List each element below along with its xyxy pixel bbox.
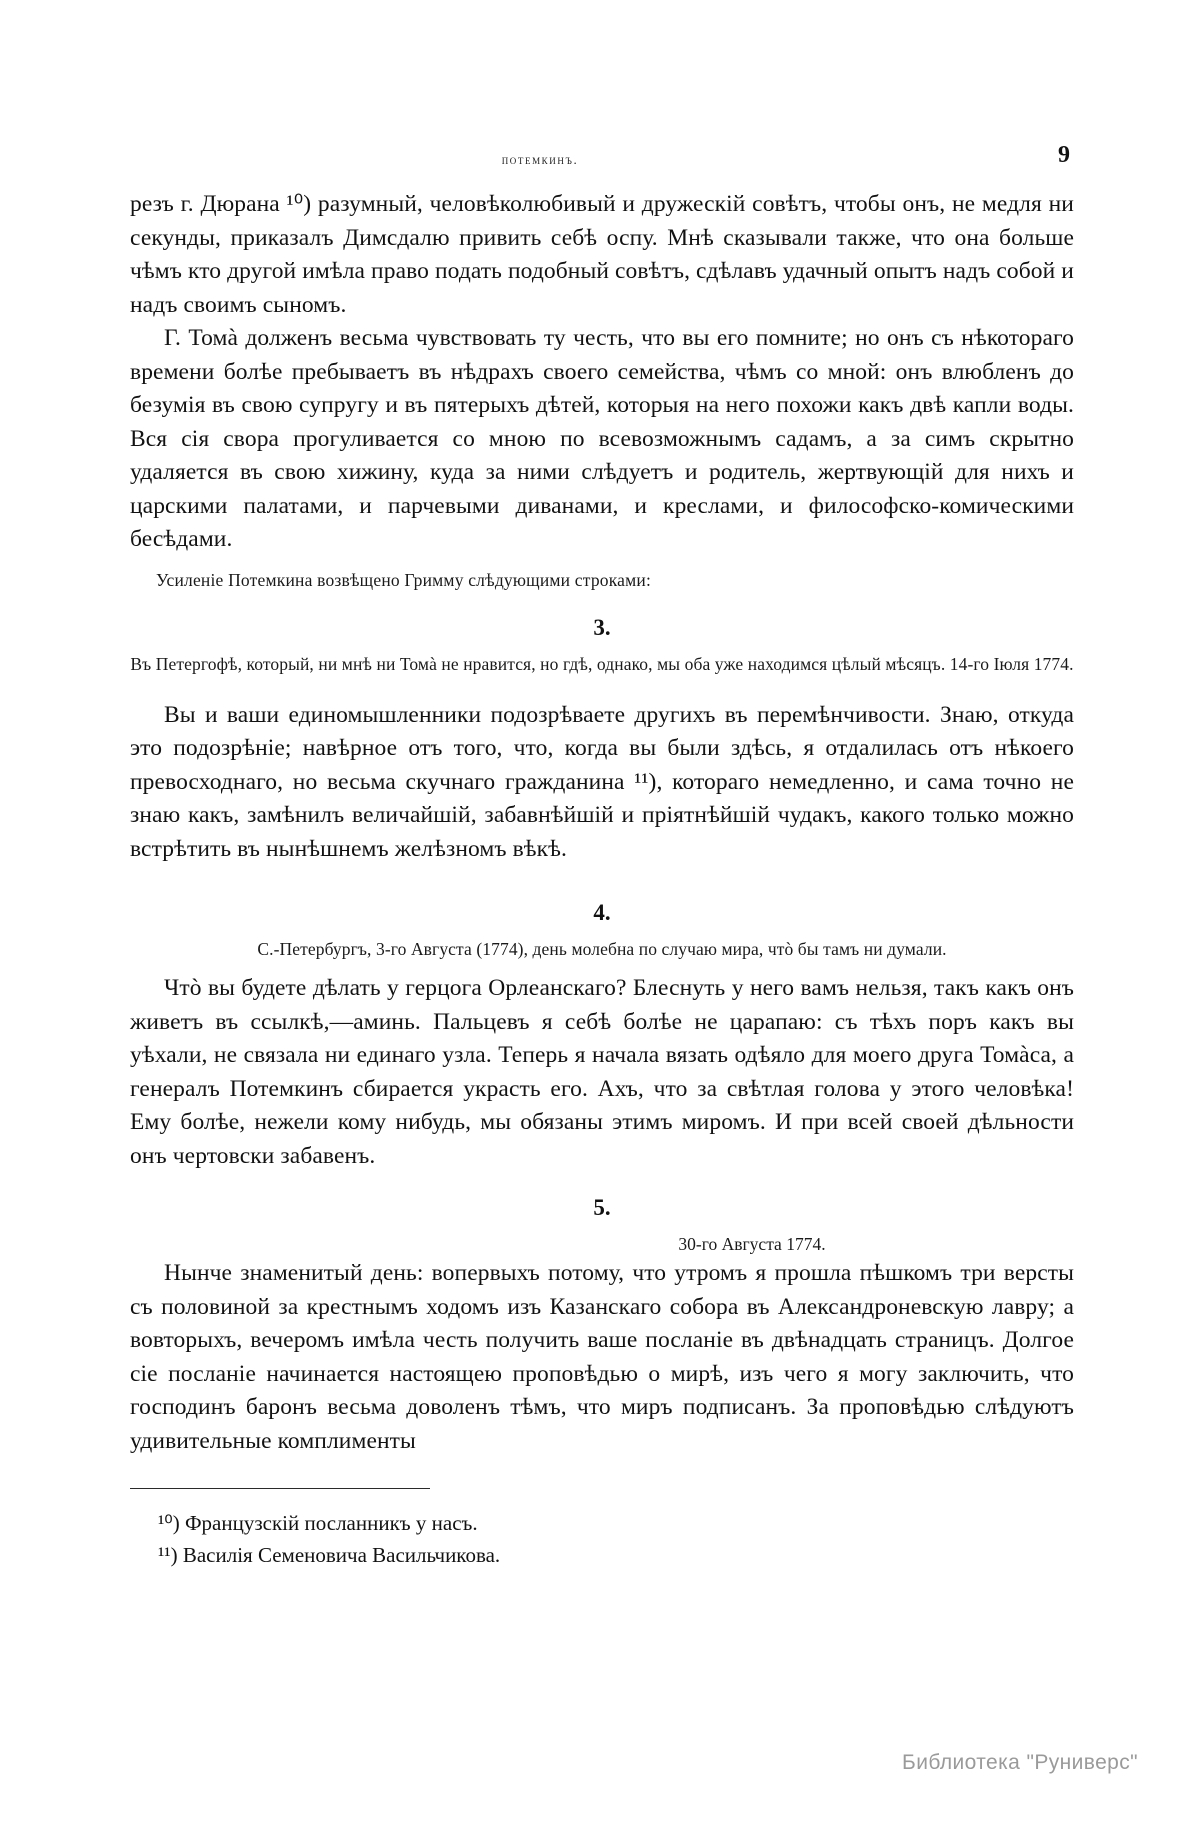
footnotes [130, 1507, 1074, 1571]
page-number: 9 [1058, 142, 1070, 168]
letter-4-number: 4. [593, 900, 611, 925]
letter-3-dateline: Въ Петергофѣ, который, ни мнѣ ни Томà не нравится, но гдѣ, однако, мы оба уже находимся цѣлый мѣсяцъ. 14-го Іюля 1774. [130, 653, 1074, 674]
letter-5-number: 5. [593, 1195, 611, 1220]
page-body [130, 188, 1074, 1571]
paragraph-1: резъ г. Дюрана ¹⁰) разумный, человѣколюбивый и дружескій совѣтъ, чтобы онъ, не медля ни секунды, приказалъ Димсдалю привить себѣ оспу. Мнѣ сказывали также, что она больше чѣмъ кто другой имѣла право подать подобный совѣтъ, сдѣлавъ удачный опытъ надъ собой и надъ своимъ сыномъ. [130, 191, 1074, 318]
library-watermark: Библиотека "Руниверс" [902, 1751, 1138, 1774]
footnote-separator [130, 1488, 430, 1489]
letter-4-body: Чтò вы будете дѣлать у герцога Орлеанскаго? Блеснуть у него вамъ нельзя, такъ какъ онъ живетъ въ ссылкѣ,—аминь. Пальцевъ я себѣ болѣе не царапаю: съ тѣхъ поръ какъ вы уѣхали, не связала ни единаго узла. Теперь я начала вязать одѣяло для моего друга Томàса, а генералъ Потемкинъ сбирается украсть его. Ахъ, что за свѣтлая голова у этого человѣка! Ему болѣе, нежели кому нибудь, мы обязаны этимъ миромъ. И при всей своей дѣльности онъ чертовски забавенъ. [130, 975, 1074, 1169]
letter-3-body: Вы и ваши единомышленники подозрѣваете другихъ въ перемѣнчивости. Знаю, откуда это подозрѣніе; навѣрное отъ того, что, когда вы были здѣсь, я отдалилась отъ нѣкоего превосходнаго, но весьма скучнаго гражданина ¹¹), котораго немедленно, и сама точно не знаю какъ, замѣнилъ величайшій, забавнѣйшій и пріятнѣйшій чудакъ, какого только можно встрѣтить въ нынѣшнемъ желѣзномъ вѣкѣ. [130, 701, 1074, 862]
footnote-10: ¹⁰) Французскій посланникъ у насъ. [158, 1511, 478, 1535]
paragraph-2: Г. Томà долженъ весьма чувствовать ту честь, что вы его помните; но онъ съ нѣкотораго времени болѣе пребываетъ въ нѣдрахъ своего семейства, чѣмъ со мной: онъ влюбленъ до безумія въ свою супругу и въ пятерыхъ дѣтей, которыя на него похожи какъ двѣ капли воды. Вся сія свора прогуливается со мною по всевозможнымъ садамъ, а за симъ скрытно удаляется въ свою хижину, куда за ними слѣдуетъ и родитель, жертвующій для нихъ и царскими палатами, и парчевыми диванами, и креслами, и философско-комическими бесѣдами. [130, 325, 1074, 552]
letters-intro-note: Усиленіе Потемкина возвѣщено Гримму слѣдующими строками: [156, 569, 652, 590]
page-header [130, 142, 1070, 174]
running-head: потемкинъ. [501, 152, 579, 167]
footnote-11: ¹¹) Василія Семеновича Васильчикова. [158, 1543, 501, 1567]
letter-5-dateline: 30-го Августа 1774. [678, 1234, 826, 1254]
letter-5-body: Нынче знаменитый день: вопервыхъ потому, что утромъ я прошла пѣшкомъ три версты съ половиной за крестнымъ ходомъ изъ Казанскаго собора въ Александроневскую лавру; а вовторыхъ, вечеромъ имѣла честь получить ваше посланіе въ двѣнадцать страницъ. Долгое сіе посланіе начинается настоящею проповѣдью о мирѣ, изъ чего я могу заключить, что господинъ баронъ весьма доволенъ тѣмъ, что миръ подписанъ. За проповѣдью слѣдуютъ удивительные комплименты [130, 1260, 1074, 1454]
letter-3-number: 3. [593, 614, 611, 640]
letter-4-dateline: С.-Петербургъ, 3-го Августа (1774), день молебна по случаю мира, чтò бы тамъ ни думали. [257, 939, 947, 959]
